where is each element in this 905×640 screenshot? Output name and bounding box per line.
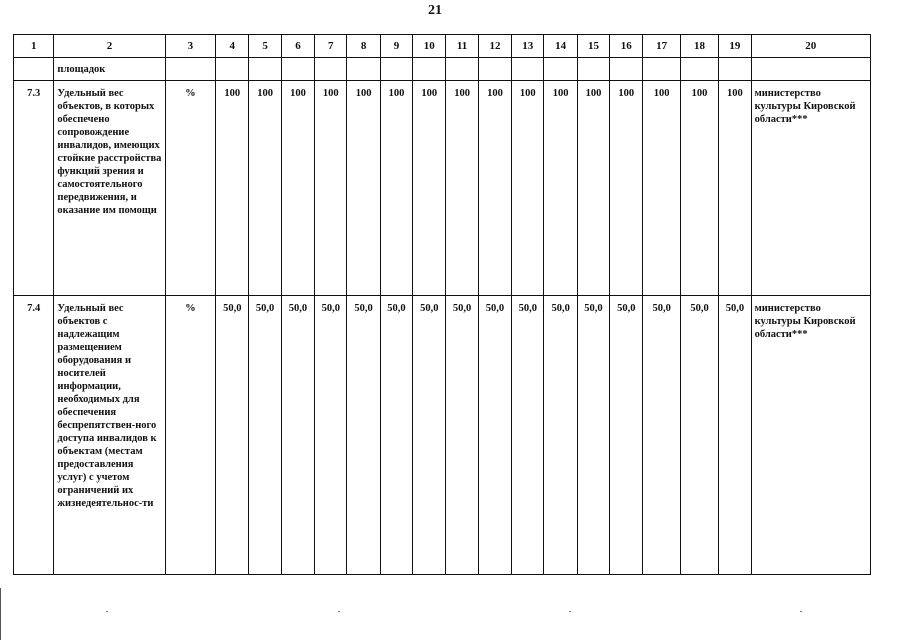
scan-speck [800, 611, 802, 612]
indicator-name: Удельный вес объектов с надлежащим размещением оборудования и носителей информации, необходимых для обеспечения беспрепятствен-ного доступа инвалидов к объектам (местам предоставления услуг) с учетом ограничений их жизнедеятельнос-ти [54, 296, 165, 575]
column-header: 11 [446, 35, 478, 58]
value-cell: 50,0 [281, 296, 314, 575]
cell [610, 58, 643, 81]
value-cell: 100 [216, 81, 249, 296]
cell [380, 58, 412, 81]
column-header: 7 [315, 35, 347, 58]
indicators-table [13, 34, 871, 575]
column-header: 19 [719, 35, 751, 58]
continuation-row [14, 58, 871, 81]
column-header: 18 [680, 35, 718, 58]
cell [315, 58, 347, 81]
column-header: 10 [413, 35, 446, 58]
cell [446, 58, 478, 81]
cell [544, 58, 577, 81]
scan-speck [338, 611, 340, 612]
value-cell: 50,0 [719, 296, 751, 575]
value-cell: 100 [680, 81, 718, 296]
value-cell: 50,0 [680, 296, 718, 575]
cell [512, 58, 544, 81]
column-header: 3 [165, 35, 216, 58]
cell [478, 58, 511, 81]
value-cell: 100 [512, 81, 544, 296]
column-header: 15 [577, 35, 609, 58]
value-cell: 50,0 [380, 296, 412, 575]
column-header: 2 [54, 35, 165, 58]
column-number-row [14, 35, 871, 58]
value-cell: 100 [544, 81, 577, 296]
value-cell: 100 [643, 81, 680, 296]
value-cell: 50,0 [216, 296, 249, 575]
column-header: 14 [544, 35, 577, 58]
cell [165, 58, 216, 81]
value-cell: 100 [719, 81, 751, 296]
column-header: 5 [249, 35, 281, 58]
cell [216, 58, 249, 81]
cell [413, 58, 446, 81]
value-cell: 50,0 [643, 296, 680, 575]
cell [249, 58, 281, 81]
scan-speck [569, 611, 571, 612]
cell [14, 58, 54, 81]
column-header: 16 [610, 35, 643, 58]
column-header: 12 [478, 35, 511, 58]
cell [643, 58, 680, 81]
value-cell: 50,0 [315, 296, 347, 575]
column-header: 8 [347, 35, 380, 58]
indicator-name: Удельный вес объектов, в которых обеспечено сопровождение инвалидов, имеющих стойкие расстройства функций зрения и самостоятельного передвижения, и оказание им помощи [54, 81, 165, 296]
cell [719, 58, 751, 81]
value-cell: 100 [249, 81, 281, 296]
unit: % [165, 296, 216, 575]
cell [347, 58, 380, 81]
value-cell: 100 [281, 81, 314, 296]
column-header: 17 [643, 35, 680, 58]
value-cell: 100 [478, 81, 511, 296]
value-cell: 50,0 [478, 296, 511, 575]
table-row [14, 81, 871, 296]
value-cell: 50,0 [413, 296, 446, 575]
table-row [14, 296, 871, 575]
column-header: 1 [14, 35, 54, 58]
value-cell: 50,0 [446, 296, 478, 575]
column-header: 20 [751, 35, 870, 58]
indicator-name-continuation: площадок [54, 58, 165, 81]
value-cell: 50,0 [577, 296, 609, 575]
value-cell: 50,0 [347, 296, 380, 575]
row-number: 7.3 [14, 81, 54, 296]
column-header: 9 [380, 35, 412, 58]
value-cell: 50,0 [544, 296, 577, 575]
value-cell: 100 [577, 81, 609, 296]
cell [281, 58, 314, 81]
value-cell: 50,0 [249, 296, 281, 575]
executor: министерство культуры Кировской области*** [751, 296, 870, 575]
value-cell: 100 [610, 81, 643, 296]
value-cell: 100 [315, 81, 347, 296]
cell [577, 58, 609, 81]
page-number: 21 [428, 3, 442, 18]
value-cell: 50,0 [512, 296, 544, 575]
column-header: 4 [216, 35, 249, 58]
value-cell: 100 [446, 81, 478, 296]
value-cell: 100 [413, 81, 446, 296]
cell [680, 58, 718, 81]
unit: % [165, 81, 216, 296]
column-header: 13 [512, 35, 544, 58]
executor: министерство культуры Кировской области*** [751, 81, 870, 296]
column-header: 6 [281, 35, 314, 58]
row-number: 7.4 [14, 296, 54, 575]
value-cell: 100 [380, 81, 412, 296]
value-cell: 100 [347, 81, 380, 296]
scan-speck [106, 611, 108, 612]
value-cell: 50,0 [610, 296, 643, 575]
cell [751, 58, 870, 81]
scan-edge-line [0, 588, 1, 640]
